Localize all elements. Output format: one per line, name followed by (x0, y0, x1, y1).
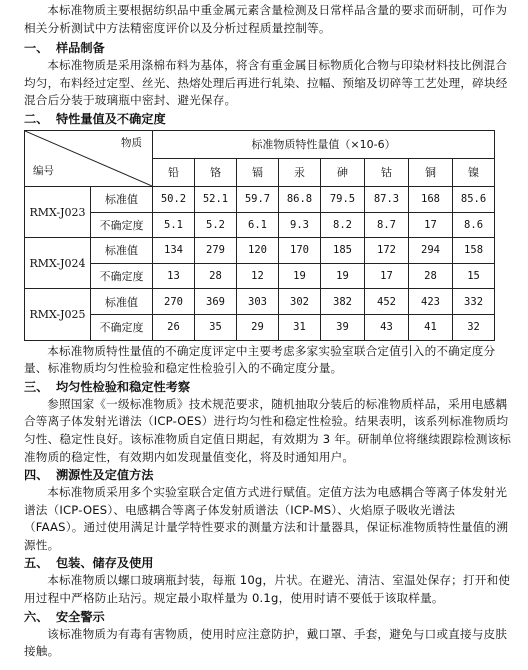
row-label-value: 标准值 (91, 186, 153, 212)
unc-cell: 8.2 (321, 212, 365, 238)
table-row (25, 314, 495, 340)
table-note: 本标准物质特性量值的不确定度评定中主要考虑多家实验室联合定值引入的不确定度分量、标准物质均匀性检验和稳定性检验引入的不确定度分量。 (24, 343, 496, 376)
value-cell: 158 (453, 238, 495, 264)
unc-cell: 8.6 (453, 212, 495, 238)
row-label-uncertainty: 不确定度 (91, 263, 153, 289)
unc-cell: 19 (321, 263, 365, 289)
unc-cell: 31 (279, 314, 321, 340)
table-row (25, 289, 495, 315)
unc-cell: 43 (365, 314, 409, 340)
element-header: 铬 (195, 158, 237, 186)
section-body-6: 该标准物质为有毒有害物质，使用时应注意防护，戴口罩、手套，避免与口或直接与皮肤接触。 (24, 626, 508, 659)
element-header: 汞 (279, 158, 321, 186)
value-cell: 382 (321, 289, 365, 315)
value-cell: 50.2 (153, 186, 195, 212)
unc-cell: 15 (453, 263, 495, 289)
unc-cell: 35 (195, 314, 237, 340)
value-cell: 452 (365, 289, 409, 315)
unc-cell: 13 (153, 263, 195, 289)
value-cell: 332 (453, 289, 495, 315)
table-row (25, 238, 495, 264)
section-body-3: 参照国家《一级标准物质》技术规范要求，随机抽取分装后的标准物质样品，采用电感耦合等离子体发射光谱法（ICP-OES）进行均匀性和稳定性检验。结果表明，该系列标准物质均匀性、稳定性良好。该标准物质自定值日期起，有效期为 3 年。研制单位将继续跟踪检测该标准物质的稳定性，有效期内如发现量值变化，将及时通知用户。 (24, 396, 512, 464)
element-header: 砷 (321, 158, 365, 186)
unc-cell: 26 (153, 314, 195, 340)
table-row (25, 186, 495, 212)
section-heading-3: 三、 均匀性检验和稳定性考察 (24, 379, 191, 394)
section-heading-2: 二、 特性量值及不确定度 (24, 111, 166, 126)
value-cell: 423 (409, 289, 453, 315)
section-heading-1: 一、 样品制备 (24, 41, 105, 56)
diag-label-substance: 物质 (121, 136, 142, 149)
value-cell: 134 (153, 238, 195, 264)
unc-cell: 17 (409, 212, 453, 238)
unc-cell: 6.1 (237, 212, 279, 238)
element-header: 铅 (153, 158, 195, 186)
element-header: 镉 (237, 158, 279, 186)
unc-cell: 39 (321, 314, 365, 340)
sample-code: RMX-J023 (25, 186, 91, 237)
value-cell: 302 (279, 289, 321, 315)
value-cell: 369 (195, 289, 237, 315)
property-value-table (24, 130, 495, 341)
value-cell: 172 (365, 238, 409, 264)
value-cell: 79.5 (321, 186, 365, 212)
value-cell: 294 (409, 238, 453, 264)
element-header: 镍 (453, 158, 495, 186)
unc-cell: 28 (409, 263, 453, 289)
unc-cell: 12 (237, 263, 279, 289)
section-heading-6: 六、 安全警示 (24, 609, 105, 624)
unc-cell: 32 (453, 314, 495, 340)
section-heading-5: 五、 包装、储存及使用 (24, 556, 154, 571)
element-header: 钴 (365, 158, 409, 186)
section-body-5: 本标准物质以螺口玻璃瓶封装，每瓶 10g，片状。在避光、清洁、室温处保存；打开和使用过程中严格防止玷污。规定最小取样量为 0.1g，使用时请不要低于该取样量。 (24, 573, 511, 606)
row-label-uncertainty: 不确定度 (91, 212, 153, 238)
value-cell: 279 (195, 238, 237, 264)
row-label-value: 标准值 (91, 289, 153, 315)
value-cell: 270 (153, 289, 195, 315)
value-cell: 59.7 (237, 186, 279, 212)
value-cell: 87.3 (365, 186, 409, 212)
section-body-4: 本标准物质采用多个实验室联合定值方式进行赋值。定值方法为电感耦合等离子体发射光谱法（ICP-OES）、电感耦合等离子体发射质谱法（ICP-MS）、火焰原子吸收光谱法（FAAS）。通过使用满足计量学特性要求的测量方法和计量器具，保证标准物质特性量值的溯源性。 (24, 485, 509, 552)
unc-cell: 28 (195, 263, 237, 289)
unc-cell: 5.2 (195, 212, 237, 238)
section-heading-4: 四、 溯源性及定值方法 (24, 468, 154, 483)
value-cell: 168 (409, 186, 453, 212)
element-header: 铜 (409, 158, 453, 186)
unc-cell: 5.1 (153, 212, 195, 238)
value-cell: 86.8 (279, 186, 321, 212)
unc-cell: 41 (409, 314, 453, 340)
unc-cell: 17 (365, 263, 409, 289)
table-row (25, 212, 495, 238)
value-cell: 52.1 (195, 186, 237, 212)
unc-cell: 29 (237, 314, 279, 340)
value-cell: 170 (279, 238, 321, 264)
value-cell: 85.6 (453, 186, 495, 212)
row-label-uncertainty: 不确定度 (91, 314, 153, 340)
intro-paragraph: 本标准物质主要根据纺织品中重金属元素含量检测及日常样品含量的要求而研制，可作为相关分析测试中方法精密度评价以及分析过程质量控制等。 (24, 3, 508, 35)
sample-code: RMX-J024 (25, 238, 91, 289)
unc-cell: 9.3 (279, 212, 321, 238)
section-body-1: 本标准物质是采用涤棉布料为基体，将含有重金属目标物质化合物与印染材料技比例混合均匀，布料经过定型、丝光、热熔处理后再进行轧染、拉幅、预缩及切碎等工艺处理，碎块经混合后分装于玻璃瓶中密封、避光保存。 (24, 58, 508, 108)
table-row (25, 263, 495, 289)
unc-cell: 19 (279, 263, 321, 289)
value-cell: 303 (237, 289, 279, 315)
diagonal-header-cell (25, 130, 153, 186)
sample-code: RMX-J025 (25, 289, 91, 340)
group-header: 标准物质特性量值（×10-6） (153, 130, 495, 158)
value-cell: 185 (321, 238, 365, 264)
unc-cell: 8.7 (365, 212, 409, 238)
row-label-value: 标准值 (91, 238, 153, 264)
value-cell: 120 (237, 238, 279, 264)
diag-label-code: 编号 (33, 164, 54, 177)
